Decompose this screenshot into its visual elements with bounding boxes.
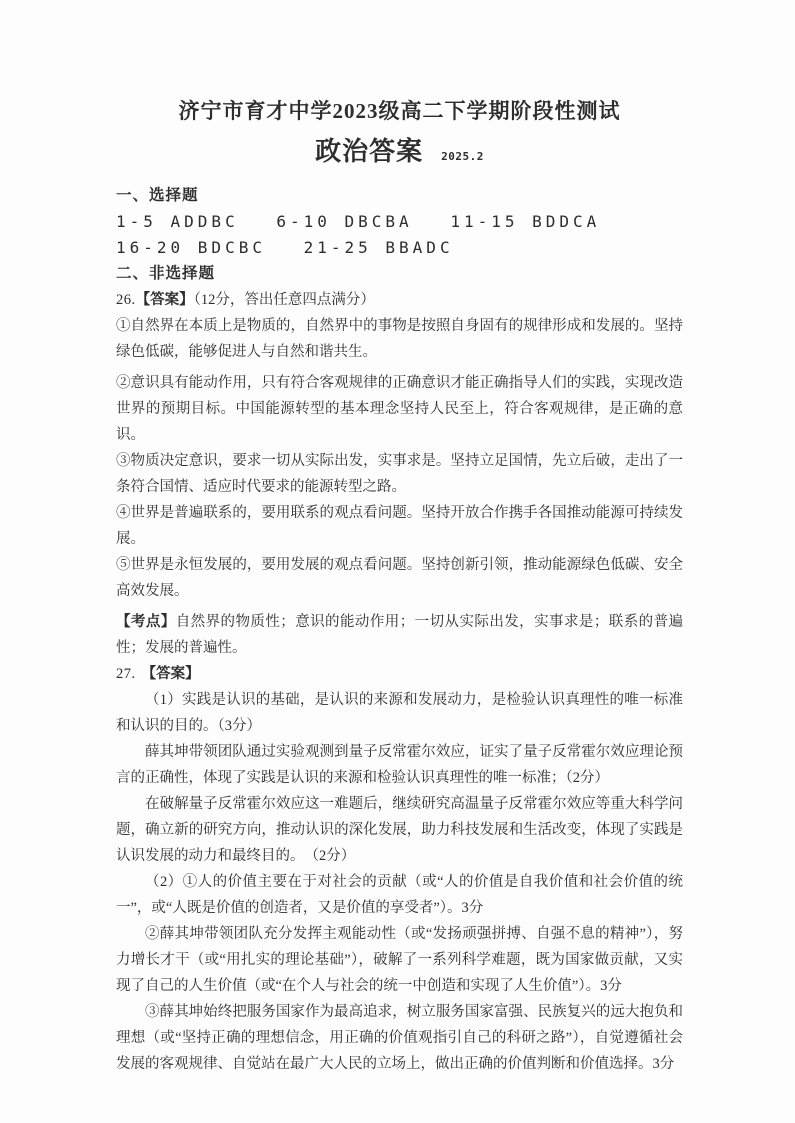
answer-group-16-20: 16-20 BDCBC bbox=[116, 238, 266, 257]
q27-paragraph-5: ②薛其坤带领团队充分发挥主观能动性（或“发扬顽强拼搏、自强不息的精神”），努力增长才干（或“用扎实的理论基础”），破解了一系列科学难题，既为国家做贡献，又实现了自己的人生价值（或“在个人与社会的统一中创造和实现了人生价值”）。3分 bbox=[116, 926, 683, 994]
section-nonchoice-heading: 二、非选择题 bbox=[116, 265, 216, 282]
q27-paragraph-2: 薛其坤带领团队通过实验观测到量子反常霍尔效应，证实了量子反常霍尔效应理论预言的正确性，体现了实践是认识的来源和检验认识真理性的唯一标准；（2分） bbox=[116, 744, 683, 786]
q26-kaodian bbox=[116, 609, 683, 661]
q27-answer-label: 【答案】 bbox=[141, 666, 200, 682]
q27-header bbox=[116, 661, 683, 687]
q26-score-note: （12分，答出任意四点满分） bbox=[193, 292, 375, 308]
document-title: 济宁市育才中学2023级高二下学期阶段性测试 bbox=[178, 99, 621, 123]
q27-paragraph-4: （2）①人的价值主要在于对社会的贡献（或“人的价值是自我价值和社会价值的统一”，或“人既是价值的创造者，又是价值的享受者”）。3分 bbox=[116, 874, 683, 916]
q27-number: 27. bbox=[116, 666, 136, 682]
answer-key-row-2 bbox=[116, 235, 683, 261]
q26-kaodian-label: 【考点】 bbox=[116, 614, 176, 630]
answer-key-row-1 bbox=[116, 209, 683, 235]
q26-header bbox=[116, 287, 683, 313]
q26-point-1: ①自然界在本质上是物质的，自然界中的事物是按照自身固有的规律形成和发展的。坚持绿色低碳，能够促进人与自然和谐共生。 bbox=[116, 318, 683, 360]
section-choice-heading: 一、选择题 bbox=[116, 187, 199, 204]
subtitle-row bbox=[116, 134, 683, 175]
q26-answer-label: 【答案】 bbox=[135, 292, 194, 308]
q26-point-5: ⑤世界是永恒发展的，要用发展的观点看问题。坚持创新引领，推动能源绿色低碳、安全高效发展。 bbox=[116, 557, 683, 599]
answer-group-1-5: 1-5 ADDBC bbox=[116, 212, 239, 231]
q27-paragraph-1: （1）实践是认识的基础，是认识的来源和发展动力，是检验认识真理性的唯一标准和认识的目的。（3分） bbox=[116, 692, 683, 734]
answer-group-21-25: 21-25 BBADC bbox=[303, 238, 454, 257]
answer-group-11-15: 11-15 BDDCA bbox=[450, 212, 601, 231]
q26-kaodian-text: 自然界的物质性；意识的能动作用；一切从实际出发，实事求是；联系的普遍性；发展的普遍性。 bbox=[116, 614, 684, 656]
q27-paragraph-6: ③薛其坤始终把服务国家作为最高追求，树立服务国家富强、民族复兴的远大抱负和理想（或“坚持正确的理想信念，用正确的价值观指引自己的科研之路”），自觉遵循社会发展的客观规律、自觉站在最广大人民的立场上，做出正确的价值判断和价值选择。3分 bbox=[116, 1004, 683, 1072]
date-label: 2025.2 bbox=[441, 150, 484, 163]
q26-point-2: ②意识具有能动作用，只有符合客观规律的正确意识才能正确指导人们的实践，实现改造世界的预期目标。中国能源转型的基本理念坚持人民至上，符合客观规律，是正确的意识。 bbox=[116, 375, 683, 443]
q26-number: 26. bbox=[116, 292, 136, 308]
q27-paragraph-3: 在破解量子反常霍尔效应这一难题后，继续研究高温量子反常霍尔效应等重大科学问题，确立新的研究方向，推动认识的深化发展，助力科技发展和生活改变，体现了实践是认识发展的动力和最终目的。 （2分） bbox=[116, 796, 683, 864]
answer-sheet-title: 政治答案 bbox=[315, 137, 424, 166]
q26-point-3: ③物质决定意识，要求一切从实际出发，实事求是。坚持立足国情，先立后破，走出了一条符合国情、适应时代要求的能源转型之路。 bbox=[116, 453, 683, 495]
q26-point-4: ④世界是普遍联系的，要用联系的观点看问题。坚持开放合作携手各国推动能源可持续发展。 bbox=[116, 505, 683, 547]
answer-group-6-10: 6-10 DBCBA bbox=[276, 212, 413, 231]
